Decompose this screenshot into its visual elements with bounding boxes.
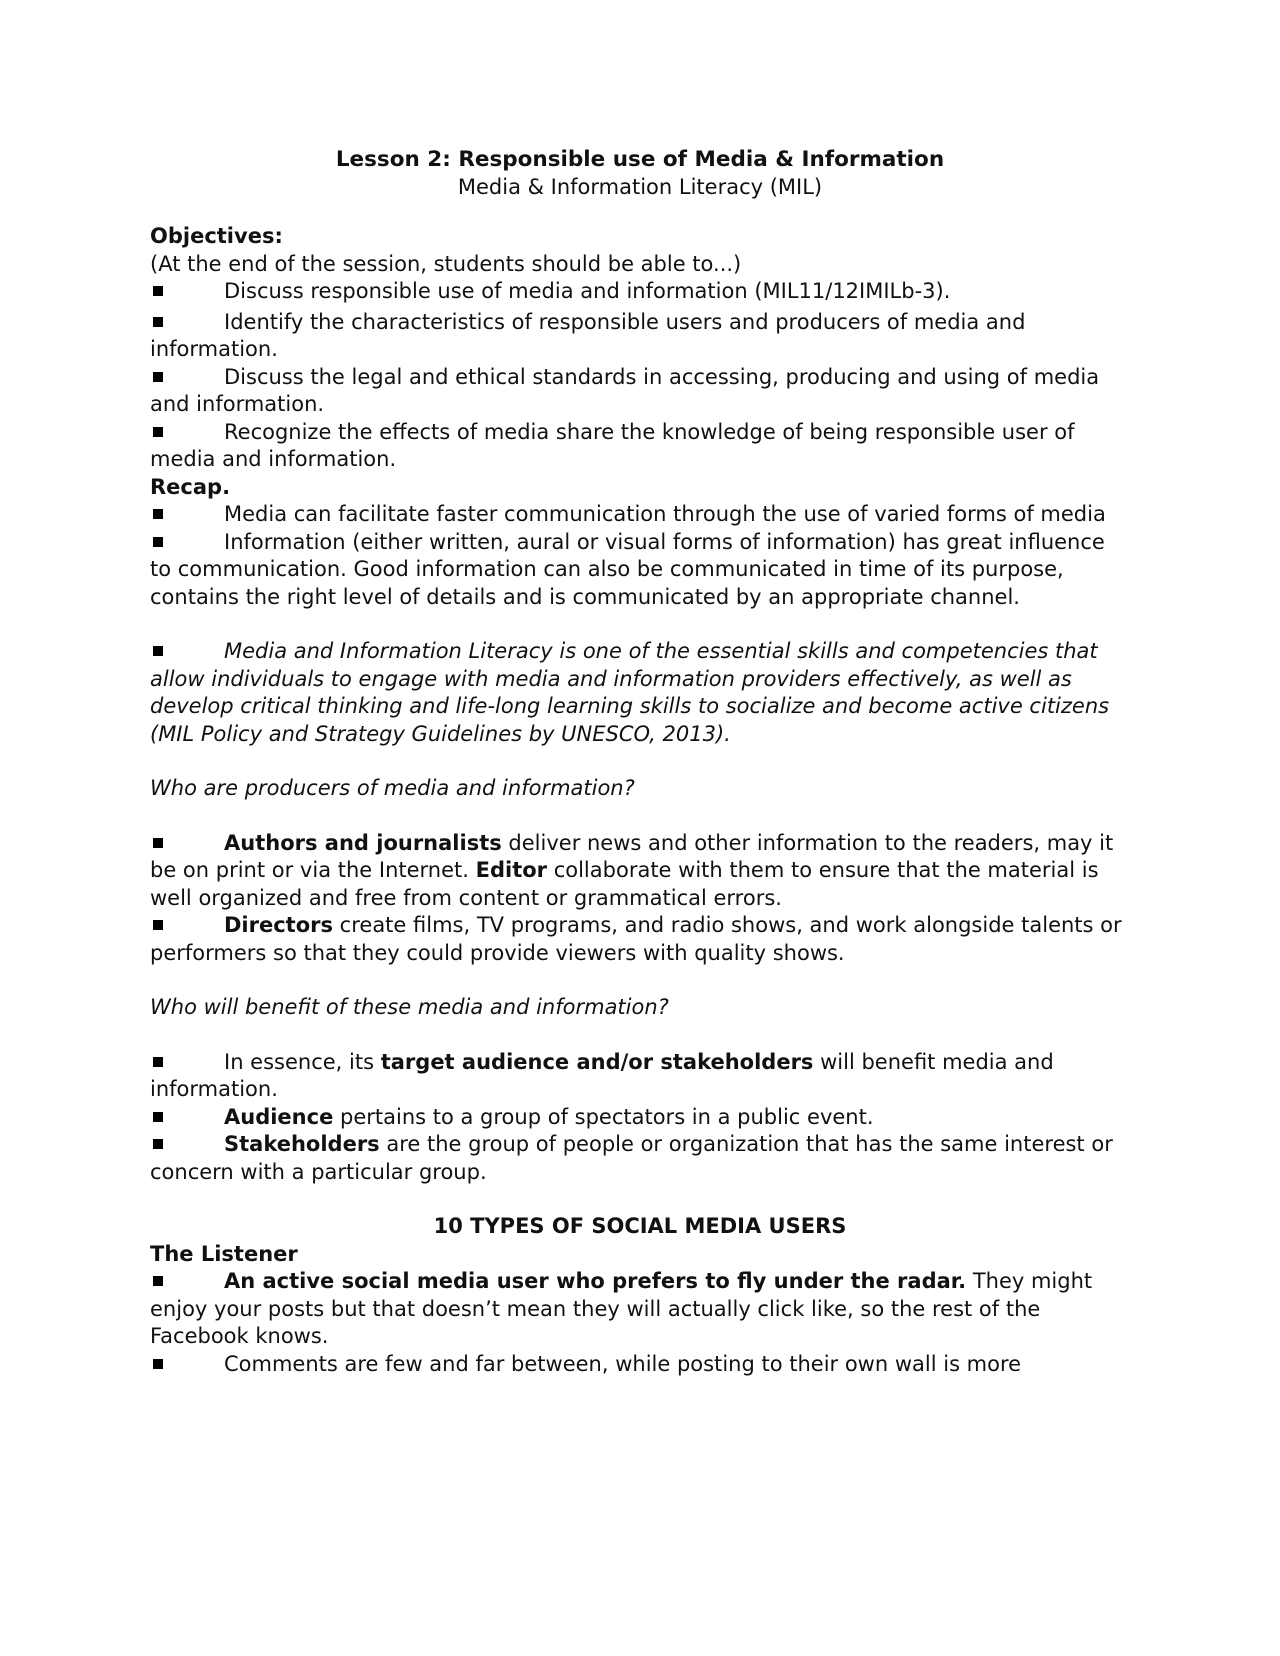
list-item: In essence, its target audience and/or stakeholders will benefit media and information.: [150, 1049, 1054, 1101]
spacer: [150, 803, 1130, 830]
square-bullet-icon: [153, 286, 163, 296]
list-item: Directors create films, TV programs, and radio shows, and work alongside talents or performers so that they could provide viewers with quality shows.: [150, 913, 1122, 965]
square-bullet-icon: [153, 1139, 163, 1149]
social-media-users-heading: 10 TYPES OF SOCIAL MEDIA USERS: [433, 1214, 847, 1238]
benefit-question: Who will benefit of these media and information?: [150, 995, 669, 1019]
square-bullet-icon: [153, 509, 163, 519]
square-bullet-icon: [153, 537, 163, 547]
spacer: [150, 967, 1130, 994]
list-item: Audience pertains to a group of spectators in a public event.: [150, 1104, 1130, 1132]
producers-question: Who are producers of media and information?: [150, 776, 635, 800]
square-bullet-icon: [153, 372, 163, 382]
square-bullet-icon: [153, 1276, 163, 1286]
spacer: [150, 1022, 1130, 1049]
spacer: [150, 1186, 1130, 1213]
spacer: [150, 748, 1130, 775]
square-bullet-icon: [153, 646, 163, 656]
list-item: Stakeholders are the group of people or organization that has the same interest or concern with a particular group.: [150, 1132, 1113, 1184]
square-bullet-icon: [153, 1359, 163, 1369]
listener-heading: The Listener: [150, 1241, 298, 1266]
list-item: Discuss the legal and ethical standards in accessing, producing and using of media and information.: [150, 364, 1100, 416]
square-bullet-icon: [153, 838, 163, 848]
square-bullet-icon: [153, 920, 163, 930]
objectives-heading: Objectives:: [150, 224, 283, 248]
objectives-intro: (At the end of the session, students should be able to...): [150, 251, 742, 276]
list-item: An active social media user who prefers to fly under the radar. They might enjoy your posts but that doesn’t mean they will actually click like, so the rest of the Facebook knows.: [150, 1269, 1093, 1348]
page-subtitle: Media & Information Literacy (MIL): [457, 174, 823, 199]
spacer: [150, 201, 1130, 223]
square-bullet-icon: [153, 1057, 163, 1067]
list-item: Comments are few and far between, while posting to their own wall is more: [150, 1351, 1130, 1379]
list-item: Discuss responsible use of media and information (MIL11/12IMILb-3).: [150, 278, 1130, 306]
document-page: [150, 146, 1130, 1378]
page-title: Lesson 2: Responsible use of Media & Information: [335, 147, 945, 172]
spacer: [150, 611, 1130, 638]
list-item: Recognize the effects of media share the knowledge of being responsible user of media and information.: [150, 419, 1075, 471]
list-item: Identify the characteristics of responsible users and producers of media and information.: [150, 309, 1026, 361]
list-item: Media can facilitate faster communication through the use of varied forms of media: [150, 501, 1130, 529]
square-bullet-icon: [153, 317, 163, 327]
square-bullet-icon: [153, 427, 163, 437]
list-item: Information (either written, aural or visual forms of information) has great influence to communication. Good information can also be communicated in time of its purpose, contains the right level of details and is communicated by an appropriate channel.: [150, 529, 1105, 609]
square-bullet-icon: [153, 1112, 163, 1122]
recap-heading: Recap.: [150, 474, 231, 499]
list-item: Authors and journalists deliver news and other information to the readers, may it be on print or via the Internet. Editor collaborate with them to ensure that the material is well organized and free from content or grammatical errors.: [150, 830, 1114, 910]
mil-definition-quote: Media and Information Literacy is one of the essential skills and competencies that allow individuals to engage with media and information providers effectively, as well as develop critical thinking and life-long learning skills to socialize and become active citizens (MIL Policy and Strategy Guidelines by UNESCO, 2013).: [150, 639, 1110, 746]
